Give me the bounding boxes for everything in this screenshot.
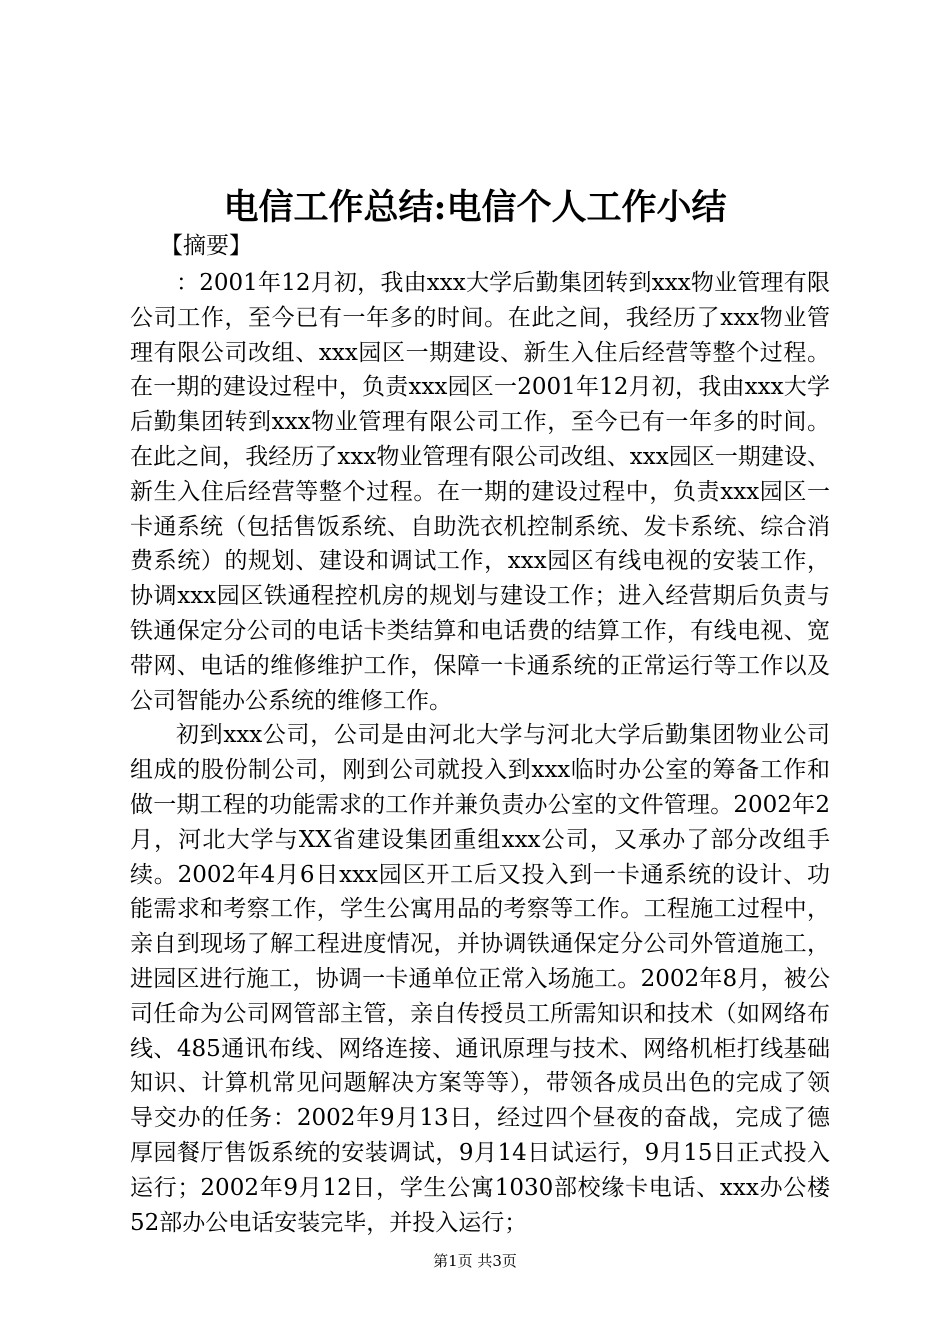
page-footer: 第1页 共3页 bbox=[433, 1252, 517, 1270]
document-body bbox=[130, 266, 830, 1240]
paragraph-2: 初到xxx公司，公司是由河北大学与河北大学后勤集团物业公司组成的股份制公司，刚到公司就投入到xxx临时办公室的筹备工作和做一期工程的功能需求的工作并兼负责办公室的文件管理。2002年2月，河北大学与XX省建设集团重组xxx公司，又承办了部分改组手续。2002年4月6日xxx园区开工后又投入到一卡通系统的设计、功能需求和考察工作，学生公寓用品的考察等工作。工程施工过程中，亲自到现场了解工程进度情况，并协调铁通保定分公司外管道施工，进园区进行施工，协调一卡通单位正常入场施工。2002年8月，被公司任命为公司网管部主管，亲自传授员工所需知识和技术（如网络布线、485通讯布线、网络连接、通讯原理与技术、网络机柜打线基础知识、计算机常见问题解决方案等等），带领各成员出色的完成了领导交办的任务：2002年9月13日，经过四个昼夜的奋战，完成了德厚园餐厅售饭系统的安装调试，9月14日试运行，9月15日正式投入运行；2002年9月12日，学生公寓1030部校缘卡电话、xxx办公楼52部办公电话安装完毕，并投入运行； bbox=[130, 722, 830, 1236]
document-title: 电信工作总结:电信个人工作小结 bbox=[223, 187, 727, 228]
paragraph-1: ：2001年12月初，我由xxx大学后勤集团转到xxx物业管理有限公司工作，至今已有一年多的时间。在此之间，我经历了xxx物业管理有限公司改组、xxx园区一期建设、新生入住后经营等整个过程。在一期的建设过程中，负责xxx园区一2001年12月初，我由xxx大学后勤集团转到xxx物业管理有限公司工作，至今已有一年多的时间。在此之间，我经历了xxx物业管理有限公司改组、xxx园区一期建设、新生入住后经营等整个过程。在一期的建设过程中，负责xxx园区一卡通系统（包括售饭系统、自助洗衣机控制系统、发卡系统、综合消费系统）的规划、建设和调试工作，xxx园区有线电视的安装工作，协调xxx园区铁通程控机房的规划与建设工作；进入经营期后负责与铁通保定分公司的电话卡类结算和电话费的结算工作，有线电视、宽带网、电话的维修维护工作，保障一卡通系统的正常运行等工作以及公司智能办公系统的维修工作。 bbox=[130, 270, 830, 714]
abstract-label: 【摘要】 bbox=[160, 233, 252, 259]
